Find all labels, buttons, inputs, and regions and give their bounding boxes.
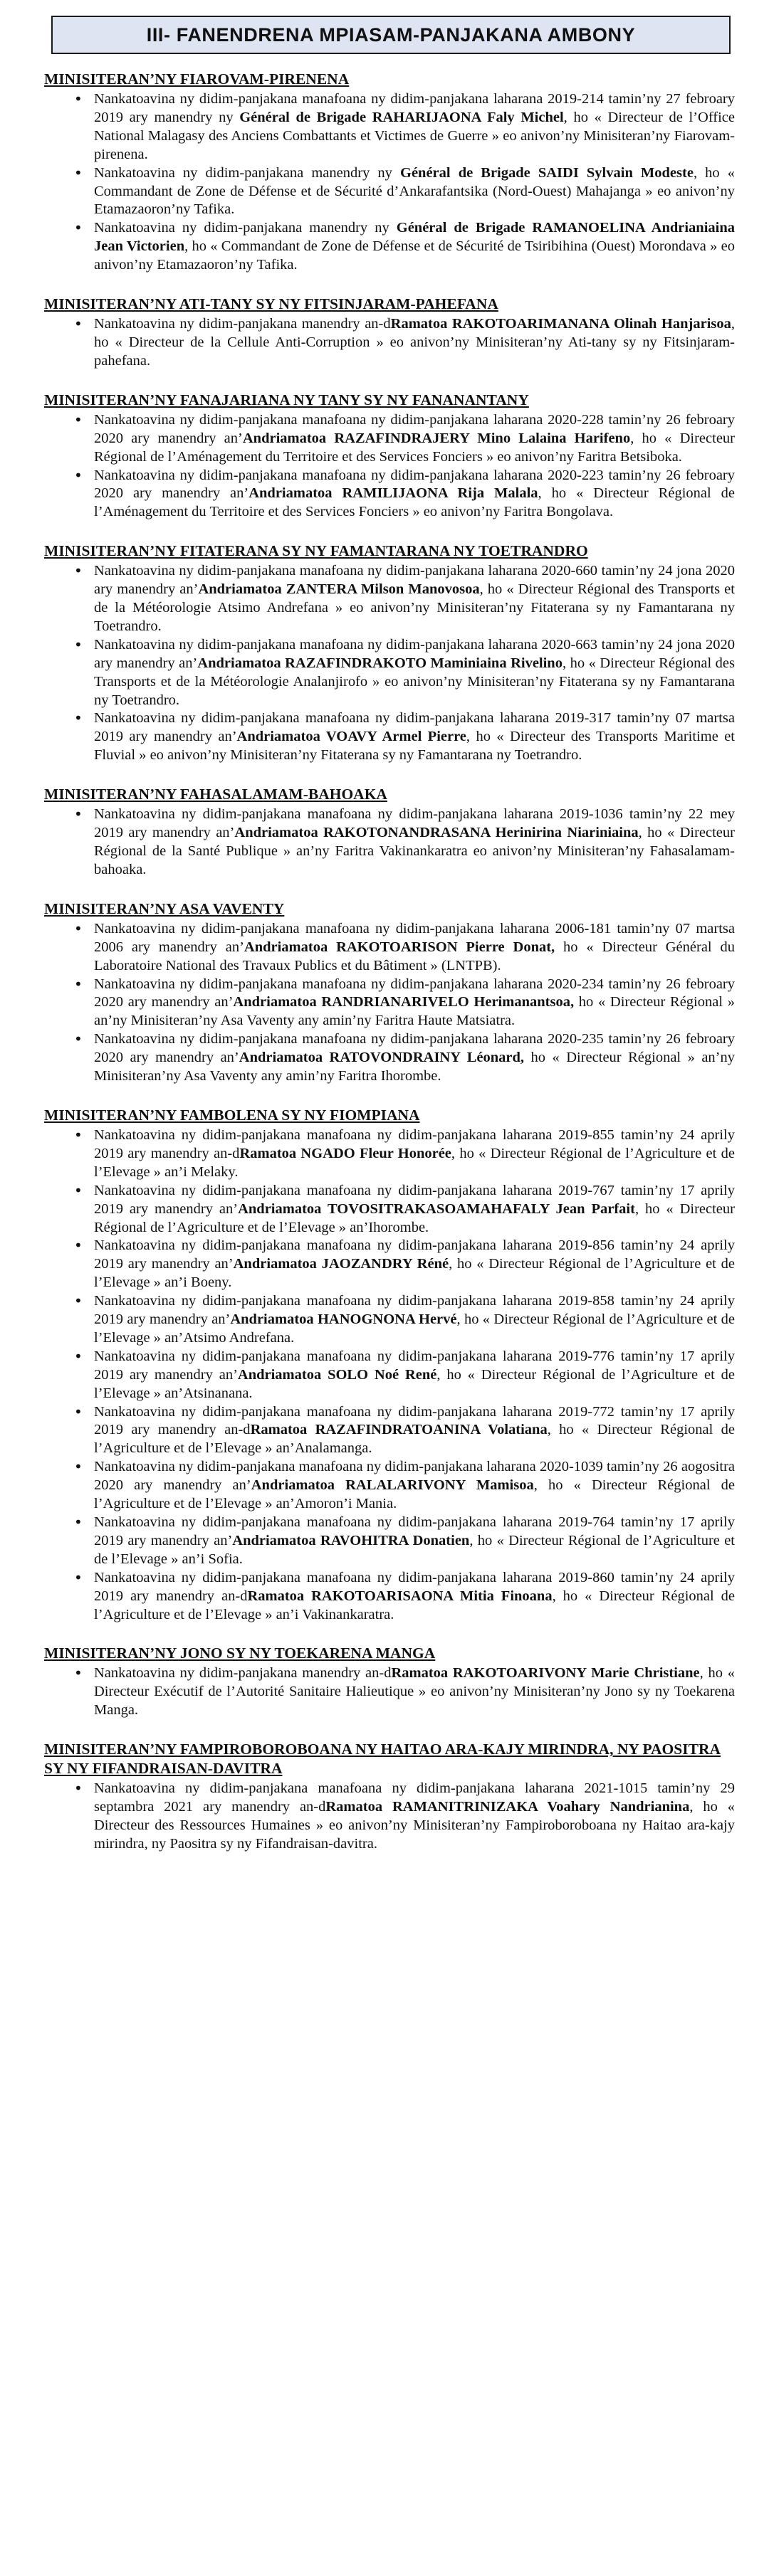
appointment-text: , ho « Directeur Régional de l’Aménagement du Territoire et des Services Fonciers » eo anivon’ny Faritra Betsiboka. (94, 430, 735, 465)
appointment-text: Nankatoavina ny didim-panjakana manafoana ny didim-panjakana laharana 2019-772 tamin’ny 17 aprily 2019 ary manendry an-d (94, 1403, 735, 1438)
appointee-name: Ramatoa RAMANITRINIZAKA Voahary Nandrianina (325, 1799, 690, 1815)
appointee-name: Ramatoa RAKOTOARISAONA Mitia Finoana (247, 1588, 553, 1604)
appointment-item (44, 315, 735, 371)
page-title (51, 16, 731, 54)
appointment-text: , ho « Directeur Exécutif de l’Autorité Sanitaire Halieutique » eo anivon’ny Minisiteran’ny Jono sy ny Toekarena Manga. (94, 1665, 735, 1719)
appointment-text: Nankatoavina ny didim-panjakana manafoana ny didim-panjakana laharana 2020-1039 tamin’ny 26 aogositra 2020 ary manendry an’ (94, 1459, 735, 1494)
appointee-name: Ramatoa RAKOTOARIVONY Marie Christiane (391, 1665, 700, 1682)
ministry-section (44, 70, 735, 275)
appointee-name: Andriamatoa HANOGNONA Hervé (230, 1311, 457, 1328)
appointee-name: Andriamatoa TOVOSITRAKASOAMAHAFALY Jean Parfait (238, 1200, 635, 1217)
appointment-item (44, 1780, 735, 1854)
appointee-name: Andriamatoa RAMILIJAONA Rija Malala (249, 485, 538, 502)
appointment-text: Nankatoavina ny didim-panjakana manafoana ny didim-panjakana laharana 2020-228 tamin’ny 26 febroary 2020 ary manendry an’ (94, 411, 735, 446)
appointment-text: Nankatoavina ny didim-panjakana manafoana ny didim-panjakana laharana 2020-235 tamin’ny 26 febroary 2020 ary manendry an’ (94, 1031, 735, 1066)
appointment-item (44, 164, 735, 220)
sections-container (44, 70, 735, 1854)
appointment-text: Nankatoavina ny didim-panjakana manafoana ny didim-panjakana laharana 2019-1036 tamin’ny 22 mey 2019 ary manendry an’ (94, 806, 735, 841)
appointment-text: , ho « Directeur des Ressources Humaines » eo anivon’ny Minisiteran’ny Fampiroboroboana ny Haitao ara-kajy mirindra, ny Paositra sy ny Fifandraisan-davitra. (94, 1799, 735, 1852)
appointment-item (44, 411, 735, 467)
appointee-name: Andriamatoa ZANTERA Milson Manovosoa (198, 581, 480, 598)
appointment-item (44, 467, 735, 522)
appointment-item (44, 219, 735, 275)
appointee-name: Général de Brigade SAIDI Sylvain Modeste (400, 164, 694, 181)
appointment-list (44, 1126, 735, 1624)
appointment-text: ho « Directeur Général du Laboratoire National des Travaux Publics et du Bâtiment » (LNTPB). (94, 939, 735, 973)
appointment-item (44, 1182, 735, 1237)
appointment-item (44, 920, 735, 976)
ministry-section (44, 899, 735, 1086)
appointment-text: , ho « Directeur Régional de l’Agriculture et de l’Elevage » an’Atsimo Andrefana. (94, 1311, 735, 1346)
ministry-section (44, 391, 735, 522)
appointment-item (44, 1569, 735, 1625)
appointment-text: , ho « Directeur Régional de l’Agriculture et de l’Elevage » an’i Boeny. (94, 1256, 735, 1291)
appointment-item (44, 1348, 735, 1403)
appointment-text: , ho « Directeur Régional de l’Agriculture et de l’Elevage » an’i Sofia. (94, 1532, 735, 1567)
appointee-name: Andriamatoa RATOVONDRAINY Léonard, (239, 1050, 525, 1066)
ministry-heading: MINISITERAN’NY FAHASALAMAM-BAHOAKA (44, 786, 387, 803)
appointment-list (44, 411, 735, 522)
appointment-list (44, 806, 735, 880)
appointment-item (44, 562, 735, 636)
appointee-name: Ramatoa NGADO Fleur Honorée (239, 1145, 451, 1161)
appointment-item (44, 1237, 735, 1292)
appointment-text: , ho « Directeur Régional de l’Agriculture et de l’Elevage » an’Analamanga. (94, 1422, 735, 1457)
appointment-text: , ho « Directeur Régional de l’Agriculture et de l’Elevage » an’Ihorombe. (94, 1200, 735, 1235)
appointment-item (44, 806, 735, 880)
ministry-heading: MINISITERAN’NY JONO SY NY TOEKARENA MANGA (44, 1645, 436, 1662)
appointment-text: , ho « Directeur Régional de l’Agriculture et de l’Elevage » an’i Melaky. (94, 1145, 735, 1180)
appointee-name: Andriamatoa RAKOTOARISON Pierre Donat, (244, 939, 555, 955)
appointee-name: Andriamatoa RAVOHITRA Donatien (232, 1532, 470, 1548)
appointment-list (44, 562, 735, 765)
appointment-text: , ho « Directeur Régional des Transports et de la Météorologie Atsimo Andrefana » eo anivon’ny Minisiteran’ny Fitaterana sy ny Famantarana ny Toetrandro. (94, 581, 735, 634)
ministry-section (44, 542, 735, 765)
appointee-name: Général de Brigade RAMANOELINA Andrianiaina Jean Victorien (94, 220, 735, 255)
appointment-text: Nankatoavina ny didim-panjakana manafoana ny didim-panjakana laharana 2019-764 tamin’ny 17 aprily 2019 ary manendry an’ (94, 1514, 735, 1548)
ministry-heading: MINISITERAN’NY FITATERANA SY NY FAMANTARANA NY TOETRANDRO (44, 542, 588, 560)
appointment-text: Nankatoavina ny didim-panjakana manendry an-d (94, 316, 391, 332)
appointment-text: Nankatoavina ny didim-panjakana manafoana ny didim-panjakana laharana 2020-223 tamin’ny 26 febroary 2020 ary manendry an’ (94, 467, 735, 502)
appointment-text: Nankatoavina ny didim-panjakana manendry an-d (94, 1665, 392, 1682)
appointment-text: Nankatoavina ny didim-panjakana manafoana ny didim-panjakana laharana 2019-856 tamin’ny 24 aprily 2019 ary manendry an’ (94, 1237, 735, 1272)
appointment-text: , ho « Directeur des Transports Maritime et Fluvial » eo anivon’ny Minisiteran’ny Fitaterana sy ny Famantarana ny Toetrandro. (94, 729, 736, 764)
ministry-section (44, 785, 735, 880)
page-title-text: III- FANENDRENA MPIASAM-PANJAKANA AMBONY (146, 23, 636, 46)
appointment-text: Nankatoavina ny didim-panjakana manafoana ny didim-panjakana laharana 2019-767 tamin’ny 17 aprily 2019 ary manendry an’ (94, 1182, 735, 1217)
appointment-text: Nankatoavina ny didim-panjakana manafoana ny didim-panjakana laharana 2020-234 tamin’ny 26 febroary 2020 ary manendry an’ (94, 976, 735, 1010)
appointment-text: Nankatoavina ny didim-panjakana manafoana ny didim-panjakana laharana 2020-660 tamin’ny 24 jona 2020 ary manendry an’ (94, 563, 735, 598)
appointment-item (44, 1514, 735, 1569)
appointment-item (44, 636, 735, 710)
appointment-text: Nankatoavina ny didim-panjakana manafoana ny didim-panjakana laharana 2021-1015 tamin’ny 29 septambra 2021 ary manendry an-d (94, 1780, 735, 1815)
ministry-heading: MINISITERAN’NY ASA VAVENTY (44, 899, 285, 917)
ministry-heading: MINISITERAN’NY ATI-TANY SY NY FITSINJARAM-PAHEFANA (44, 295, 498, 313)
appointment-text: Nankatoavina ny didim-panjakana manafoana ny didim-panjakana laharana 2019-858 tamin’ny 24 aprily 2019 ary manendry an’ (94, 1293, 735, 1328)
appointment-list (44, 315, 735, 371)
appointment-text: ho « Directeur Régional » an’ny Minisiteran’ny Asa Vaventy any amin’ny Faritra Ihorombe. (94, 1050, 735, 1084)
appointment-text: Nankatoavina ny didim-panjakana manendry ny (94, 220, 397, 236)
appointment-item (44, 1126, 735, 1182)
appointment-list (44, 1780, 735, 1854)
appointment-text: Nankatoavina ny didim-panjakana manafoana ny didim-panjakana laharana 2019-855 tamin’ny 24 aprily 2019 ary manendry an-d (94, 1126, 735, 1161)
appointment-text: Nankatoavina ny didim-panjakana manafoana ny didim-panjakana laharana 2019-860 tamin’ny 24 aprily 2019 ary manendry an-d (94, 1569, 735, 1604)
appointee-name: Andriamatoa RAZAFINDRAKOTO Maminiaina Rivelino (197, 655, 563, 671)
appointment-text: , ho « Directeur Régional de l’Agriculture et de l’Elevage » an’i Vakinankaratra. (94, 1588, 736, 1622)
appointee-name: Andriamatoa RALALARIVONY Mamisoa (251, 1477, 534, 1494)
appointee-name: Ramatoa RAKOTOARIMANANA Olinah Hanjarisoa (390, 316, 731, 332)
appointment-item (44, 1030, 735, 1086)
appointment-item (44, 1458, 735, 1514)
ministry-section (44, 1644, 735, 1720)
ministry-heading: MINISITERAN’NY FIAROVAM-PIRENENA (44, 70, 350, 88)
appointment-list (44, 90, 735, 275)
appointee-name: Andriamatoa VOAVY Armel Pierre (236, 729, 466, 745)
appointment-text: , ho « Directeur Régional de l’Aménagement du Territoire et des Services Fonciers » eo anivon’ny Faritra Bongolava. (94, 485, 735, 520)
appointment-item (44, 709, 735, 765)
appointment-text: , ho « Commandant de Zone de Défense et de Sécurité d’Ankarafantsika (Nord-Ouest) Mahajanga » eo anivon’ny Etamazaoron’ny Tafika. (94, 164, 735, 218)
appointment-text: Nankatoavina ny didim-panjakana manafoana ny didim-panjakana laharana 2006-181 tamin’ny 07 martsa 2006 ary manendry an’ (94, 920, 735, 955)
appointment-text: Nankatoavina ny didim-panjakana manafoana ny didim-panjakana laharana 2019-317 tamin’ny 07 martsa 2019 ary manendry an’ (94, 710, 735, 745)
appointment-text: Nankatoavina ny didim-panjakana manafoana ny didim-panjakana laharana 2020-663 tamin’ny 24 jona 2020 ary manendry an’ (94, 636, 735, 671)
appointment-text: , ho « Directeur Régional de la Santé Publique » an’ny Faritra Vakinankaratra eo anivon’ny Minisiteran’ny Fahasalamam-bahoaka. (94, 825, 735, 877)
appointee-name: Andriamatoa JAOZANDRY Réné (233, 1256, 449, 1272)
appointment-item (44, 90, 735, 164)
appointment-item (44, 1292, 735, 1348)
appointment-text: , ho « Directeur de l’Office National Malagasy des Anciens Combattants et Victimes de Guerre » eo anivon’ny Minisiteran’ny Fiarovam-pirenena. (94, 109, 736, 162)
appointee-name: Ramatoa RAZAFINDRATOANINA Volatiana (250, 1422, 548, 1438)
appointment-text: ho « Directeur Régional » an’ny Minisiteran’ny Asa Vaventy any amin’ny Faritra Haute Matsiatra. (94, 994, 735, 1029)
appointee-name: Andriamatoa RANDRIANARIVELO Herimanantsoa, (233, 994, 575, 1010)
ministry-heading: MINISITERAN’NY FANAJARIANA NY TANY SY NY FANANANTANY (44, 391, 529, 408)
appointee-name: Général de Brigade RAHARIJAONA Faly Michel (239, 109, 564, 125)
appointment-item (44, 1664, 735, 1720)
ministry-section (44, 1106, 735, 1624)
appointment-text: , ho « Commandant de Zone de Défense et de Sécurité de Tsiribihina (Ouest) Morondava » eo anivon’ny Etamazaoron’ny Tafika. (94, 238, 736, 273)
appointment-item (44, 1403, 735, 1459)
appointment-text: Nankatoavina ny didim-panjakana manafoana ny didim-panjakana laharana 2019-776 tamin’ny 17 aprily 2019 ary manendry an’ (94, 1348, 735, 1383)
appointee-name: Andriamatoa RAKOTONANDRASANA Herinirina Niariniaina (234, 825, 639, 841)
appointment-text: , ho « Directeur Régional de l’Agriculture et de l’Elevage » an’Atsinanana. (94, 1366, 736, 1401)
appointment-text: Nankatoavina ny didim-panjakana manafoana ny didim-panjakana laharana 2019-214 tamin’ny 27 febroary 2019 ary manendry ny (94, 91, 735, 125)
ministry-heading: MINISITERAN’NY FAMPIROBOROBOANA NY HAITAO ARA-KAJY MIRINDRA, NY PAOSITRA SY NY FIFANDRAISAN-DAVITRA (44, 1741, 721, 1778)
appointment-text: , ho « Directeur Régional des Transports et de la Météorologie Analanjirofo » eo anivon’ny Minisiteran’ny Fitaterana sy ny Famantarana ny Toetrandro. (94, 655, 735, 708)
appointee-name: Andriamatoa SOLO Noé René (237, 1366, 437, 1383)
appointment-text: Nankatoavina ny didim-panjakana manendry ny (94, 164, 401, 181)
ministry-section (44, 295, 735, 371)
appointment-text: , ho « Directeur Régional de l’Agriculture et de l’Elevage » an’Amoron’i Mania. (94, 1477, 735, 1512)
ministry-section (44, 1740, 735, 1854)
appointment-list (44, 1664, 735, 1720)
appointment-list (44, 920, 735, 1086)
ministry-heading: MINISITERAN’NY FAMBOLENA SY NY FIOMPIANA (44, 1106, 420, 1124)
appointment-item (44, 976, 735, 1031)
appointment-text: , ho « Directeur de la Cellule Anti-Corruption » eo anivon’ny Minisiteran’ny Ati-tany sy ny Fitsinjaram-pahefana. (94, 316, 735, 369)
appointee-name: Andriamatoa RAZAFINDRAJERY Mino Lalaina Harifeno (242, 430, 631, 446)
